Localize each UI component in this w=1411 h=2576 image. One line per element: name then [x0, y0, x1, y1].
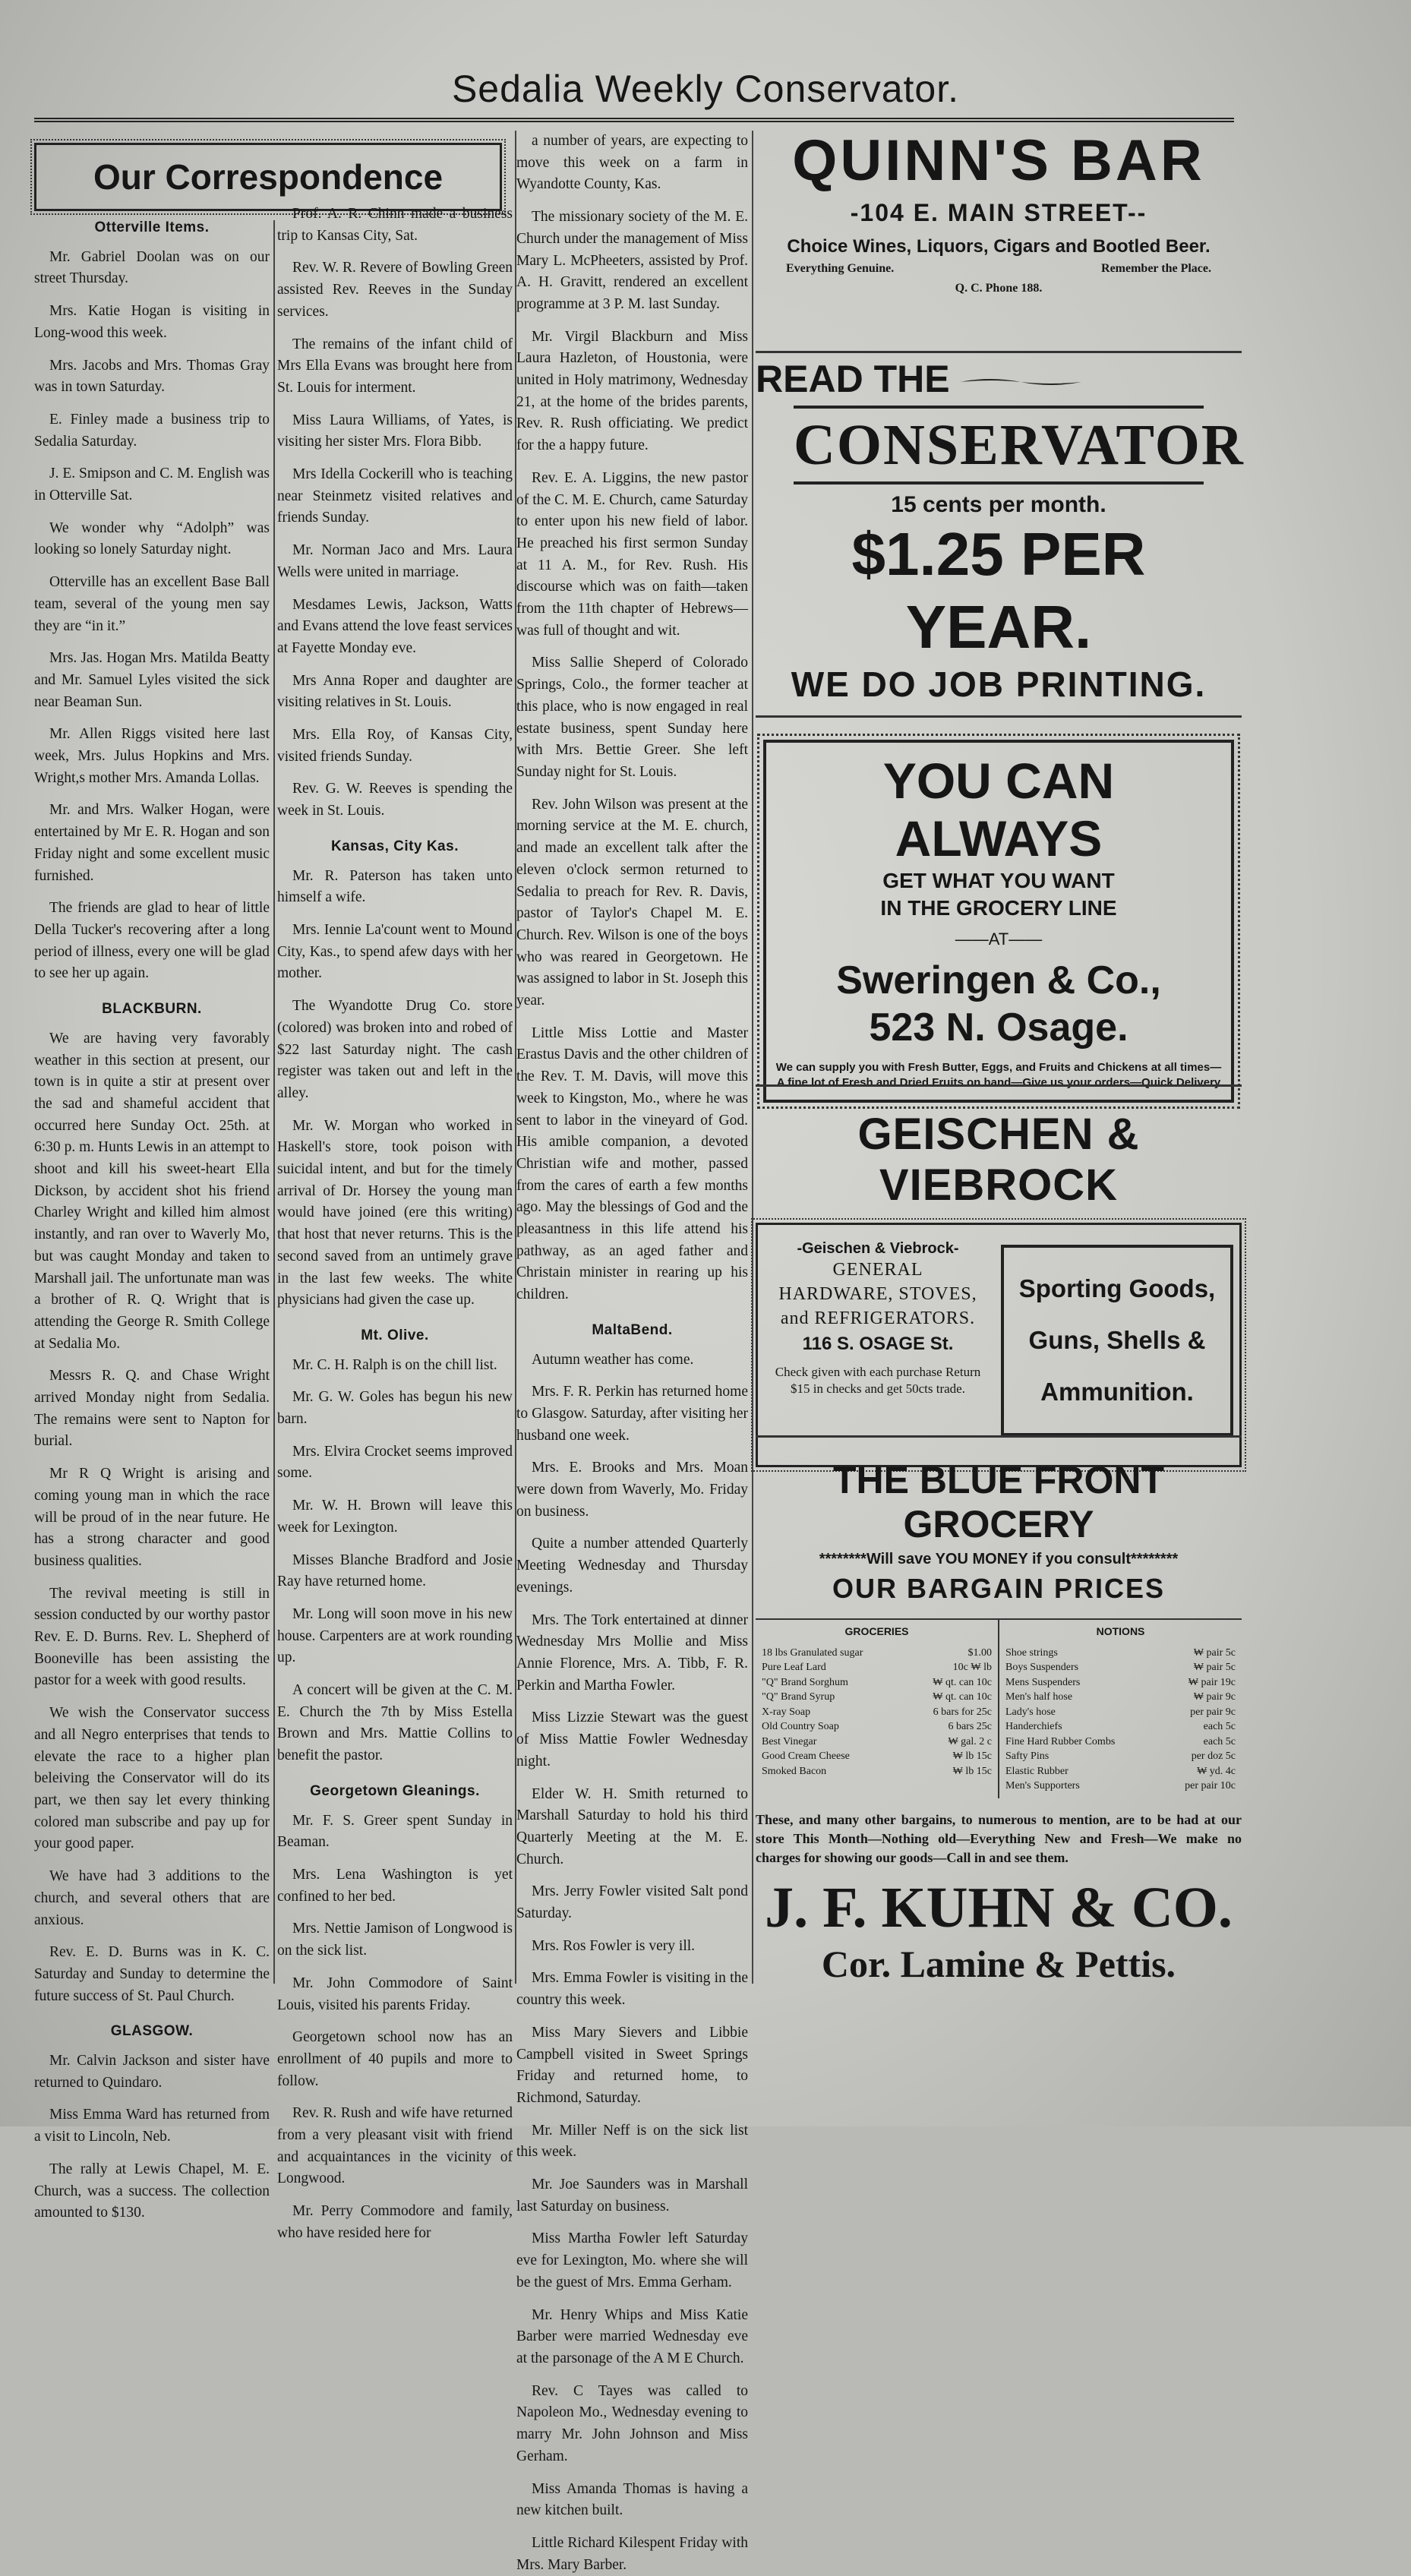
news-item: Mr. R. Paterson has taken unto himself a wife.: [277, 867, 513, 906]
blue-front-title: THE BLUE FRONT GROCERY: [832, 1459, 1165, 1545]
blue-front-ad: [756, 1458, 1242, 1986]
news-item: Mr. Norman Jaco and Mrs. Laura Wells were united in marriage.: [277, 542, 513, 580]
news-item: Mr. C. H. Ralph is on the chill list.: [292, 1356, 497, 1373]
news-item: a number of years, are expecting to move this week on a farm in Wyandotte County, Kas.: [516, 133, 748, 193]
news-item: Mrs. Elvira Crocket seems improved some.: [277, 1443, 513, 1482]
price-row: [1005, 1719, 1236, 1735]
price-row: [1005, 1749, 1236, 1764]
geischen-line3: and REFRIGERATORS.: [780, 1309, 976, 1328]
news-item: Mr. Virgil Blackburn and Miss Laura Hazleton, of Houstonia, were united in Holy matrimony, Wednesday 21, at the home of the brides parents, Rev. R. Rush officiating. We predict for the a happy future.: [516, 328, 748, 454]
news-item: Mr. Miller Neff is on the sick list this week.: [516, 2122, 748, 2161]
sporting-line3: Ammunition.: [1040, 1378, 1194, 1406]
price-row: [1005, 1675, 1236, 1690]
section-heading: Kansas, City Kas.: [331, 838, 459, 854]
price-monthly: 15 cents per month.: [891, 492, 1106, 517]
quinns-bar-phone: Q. C. Phone 188.: [955, 282, 1043, 295]
quinns-bar-ad: [756, 128, 1242, 295]
sporting-line1: Sporting Goods,: [1018, 1274, 1216, 1302]
price-row: [1005, 1735, 1236, 1750]
news-item: The Wyandotte Drug Co. store (colored) was broken into and robed of $22 last Saturday night. The cash register was taken out and left in the alley.: [277, 998, 513, 1101]
price-row: [762, 1675, 992, 1690]
notions-header: NOTIONS: [1096, 1625, 1145, 1637]
item-price: per pair 10c: [1185, 1780, 1236, 1792]
item-price: 6 bars 25c: [948, 1721, 992, 1732]
item-price: ₩ gal. 2 c: [948, 1735, 992, 1747]
sporting-goods-box: [1001, 1245, 1233, 1436]
price-row: [1005, 1779, 1236, 1794]
item-name: Mens Suspenders: [1005, 1676, 1081, 1688]
item-name: Shoe strings: [1005, 1646, 1058, 1659]
news-item: Mr. Calvin Jackson and sister have returned to Quindaro.: [34, 2053, 270, 2091]
sweringen-sub2: IN THE GROCERY LINE: [880, 896, 1117, 920]
news-item: Miss Sallie Sheperd of Colorado Springs, Colo., the former teacher at this place, who is now engaged in real estate business, spent Sunday here with Mrs. Bettie Greer. She left Sunday night for St. Louis.: [516, 655, 748, 780]
item-price: ₩ lb 15c: [952, 1750, 992, 1762]
sweringen-fine-print: We can supply you with Fresh Butter, Eggs, and Fruits and Chickens at all times—A fine lot of Fresh and Dried Fruits on hand—Give us your orders—Quick Delivery: [775, 1061, 1222, 1089]
item-price: per doz 5c: [1191, 1750, 1236, 1762]
price-row: [762, 1735, 992, 1750]
item-price: 10c ₩ lb: [952, 1662, 992, 1673]
notions-list: [999, 1620, 1242, 1798]
sweringen-ad: [763, 740, 1234, 1103]
section-heading: Otterville Items.: [94, 219, 210, 235]
news-item: Mrs Anna Roper and daughter are visiting relatives in St. Louis.: [277, 672, 513, 711]
news-item: Rev. C Tayes was called to Napoleon Mo., Wednesday evening to marry Mr. John Johnson and Miss Gerham.: [516, 2382, 748, 2464]
news-item: Mr. G. W. Goles has begun his new barn.: [277, 1389, 513, 1428]
geischen-box: [756, 1223, 1242, 1467]
item-price: ₩ pair 5c: [1193, 1662, 1236, 1673]
you-can-always: YOU CAN ALWAYS: [882, 753, 1115, 867]
geischen-ad: [756, 1109, 1242, 1467]
price-row: [762, 1660, 992, 1675]
column-divider: [273, 220, 275, 1984]
blue-front-will-save: ********Will save YOU MONEY if you consult********: [819, 1551, 1179, 1567]
quinns-bar-title: QUINN'S BAR: [792, 128, 1205, 193]
news-item: We wish the Conservator success and all Negro enterprises that tends to elevate the race to a higher plan beleiving the Conservator will do its part, we then say let every thinking colored man subscribe and pay up for your good paper.: [34, 1705, 270, 1852]
conservator-ad: [756, 357, 1245, 705]
column-3: [516, 131, 748, 2573]
item-name: Old Country Soap: [762, 1721, 839, 1732]
quinns-bar-row: [756, 262, 1242, 276]
news-item: Miss Emma Ward has returned from a visit to Lincoln, Neb.: [34, 2107, 270, 2145]
news-item: The remains of the infant child of Mrs Ella Evans was brought here from St. Louis for interment.: [277, 336, 513, 396]
item-name: 18 lbs Granulated sugar: [762, 1646, 863, 1659]
sweringen-sub1: GET WHAT YOU WANT: [882, 869, 1115, 892]
ad-separator: [756, 351, 1242, 353]
news-item: Mr. Gabriel Doolan was on our street Thursday.: [34, 248, 270, 287]
news-item: Rev. R. Rush and wife have returned from a very pleasant visit with friend and acquaintances in the vicinity of Longwood.: [277, 2105, 513, 2187]
news-item: E. Finley made a business trip to Sedalia Saturday.: [34, 411, 270, 450]
geischen-left: [764, 1231, 992, 1459]
news-item: Mrs. Ella Roy, of Kansas City, visited friends Sunday.: [277, 727, 513, 765]
item-name: Elastic Rubber: [1005, 1765, 1069, 1777]
item-price: ₩ qt. can 10c: [933, 1691, 992, 1703]
price-row: [1005, 1764, 1236, 1779]
quinns-bar-right: Remember the Place.: [1101, 262, 1211, 275]
news-item: Autumn weather has come.: [532, 1351, 694, 1368]
column-1: [34, 131, 270, 2221]
sweringen-at: ——AT——: [955, 930, 1043, 949]
news-item: Mrs Idella Cockerill who is teaching near Steinmetz visited relatives and friends Sunday.: [277, 466, 513, 526]
news-item: Georgetown school now has an enrollment of 40 pupils and more to follow.: [277, 2029, 513, 2089]
news-item: A concert will be given at the C. M. E. Church the 7th by Miss Estella Brown and Mrs. Mattie Collins to benefit the pastor.: [277, 1682, 513, 1764]
geischen-firm: -Geischen & Viebrock-: [797, 1240, 959, 1257]
sweringen-box: [763, 740, 1234, 1103]
news-item: We wonder why “Adolph” was looking so lonely Saturday night.: [34, 519, 270, 558]
news-item: J. E. Smipson and C. M. English was in Otterville Sat.: [34, 466, 270, 504]
item-price: ₩ lb 15c: [952, 1765, 992, 1777]
ad-separator: [756, 715, 1242, 718]
news-item: Mrs. Ros Fowler is very ill.: [532, 1937, 696, 1954]
item-name: Handerchiefs: [1005, 1721, 1062, 1732]
item-name: Men's Supporters: [1005, 1780, 1080, 1792]
news-item: Mr. W. H. Brown will leave this week for Lexington.: [277, 1498, 513, 1536]
news-item: The rally at Lewis Chapel, M. E. Church, was a success. The collection amounted to $130.: [34, 2161, 270, 2221]
news-item: Miss Amanda Thomas is having a new kitchen built.: [516, 2480, 748, 2519]
item-name: Safty Pins: [1005, 1750, 1050, 1762]
news-item: Otterville has an excellent Base Ball team, several of the young men say they are “in it.”: [34, 574, 270, 634]
bargain-note: These, and many other bargains, to numerous to mention, are to be had at our store This Month—Nothing old—Everything New and Fresh—We make no charges for showing our goods—Call in and see them.: [756, 1811, 1242, 1865]
item-name: "Q" Brand Syrup: [762, 1691, 835, 1703]
price-row: [1005, 1705, 1236, 1720]
price-yearly: $1.25 PER YEAR.: [851, 520, 1146, 661]
price-row: [762, 1705, 992, 1720]
item-name: Men's half hose: [1005, 1691, 1073, 1703]
news-item: The revival meeting is still in session conducted by our worthy pastor Rev. E. D. Burns. Rev. L. Shepherd of Booneville has been assisting the pastor for a week with good results.: [34, 1585, 270, 1689]
quinns-bar-address: -104 E. MAIN STREET--: [850, 199, 1147, 226]
item-name: Lady's hose: [1005, 1706, 1056, 1718]
section-heading: Mt. Olive.: [361, 1327, 429, 1343]
read-the: [756, 357, 1242, 401]
item-name: "Q" Brand Sorghum: [762, 1676, 848, 1688]
masthead: Sedalia Weekly Conservator.: [451, 68, 960, 110]
item-name: Good Cream Cheese: [762, 1750, 850, 1762]
news-item: Rev. E. D. Burns was in K. C. Saturday and Sunday to determine the future success of St. Paul Church.: [34, 1944, 270, 2004]
news-item: Little Miss Lottie and Master Erastus Davis and the other children of the Rev. T. M. Davis, will move this week to Kingston, Mo., where he was sent to labor in the vineyard of God. His amible companion, a devoted Christian wife and mother, passed from the cares of earth a few months ago. May the blessings of God and the pleasantness in this life attend his pathway, as an aged father and Christain minister in rearing up his children.: [516, 1024, 748, 1303]
masthead-rule: [34, 118, 1234, 122]
news-item: Mr. Perry Commodore and family, who have resided here for: [277, 2203, 513, 2241]
news-item: Rev. G. W. Reeves is spending the week in St. Louis.: [277, 781, 513, 819]
news-item: Mrs. Jacobs and Mrs. Thomas Gray was in town Saturday.: [34, 357, 270, 396]
news-item: Mrs. F. R. Perkin has returned home to Glasgow. Saturday, after visiting her husband one week.: [516, 1384, 748, 1444]
item-name: Smoked Bacon: [762, 1765, 827, 1777]
item-price: ₩ pair 19c: [1188, 1676, 1236, 1688]
news-item: Mrs. Katie Hogan is visiting in Long-wood this week.: [34, 303, 270, 341]
news-item: Misses Blanche Bradford and Josie Ray have returned home.: [277, 1552, 513, 1590]
groceries-list: [756, 1620, 999, 1798]
news-item: Mrs. Nettie Jamison of Longwood is on the sick list.: [277, 1921, 513, 1959]
news-item: Mr. F. S. Greer spent Sunday in Beaman.: [277, 1812, 513, 1851]
ad-separator: [756, 1084, 1242, 1087]
quinns-bar-left: Everything Genuine.: [786, 262, 895, 275]
geischen-note: Check given with each purchase Return $15 in checks and get 50cts trade.: [775, 1365, 981, 1396]
item-name: Boys Suspenders: [1005, 1662, 1079, 1673]
news-item: Mr R Q Wright is arising and coming young man in which the race will be proud of in the near future. He has a strong character and good business qualities.: [34, 1466, 270, 1569]
news-item: Messrs R. Q. and Chase Wright arrived Monday night from Sedalia. The remains were sent to Napton for burial.: [34, 1368, 270, 1450]
news-item: Miss Lizzie Stewart was the guest of Miss Mattie Fowler Wednesday night.: [516, 1709, 748, 1769]
groceries-header: GROCERIES: [844, 1625, 909, 1637]
conservator-box: [794, 406, 1245, 485]
price-row: [762, 1749, 992, 1764]
item-price: ₩ yd. 4c: [1197, 1765, 1236, 1777]
sporting-line2: Guns, Shells &: [1028, 1326, 1206, 1354]
news-item: We have had 3 additions to the church, and several others that are anxious.: [34, 1868, 270, 1928]
news-item: The friends are glad to hear of little Della Tucker's recovering after a long period of illness, every one will be glad to see her up again.: [34, 900, 270, 982]
news-item: Mr. W. Morgan who worked in Haskell's store, took poison with suicidal intent, and but for the timely arrival of Dr. Horsey the young man would have joined (ere this writing) that host that never returns. This is the second saved from an untimely grave in the last few weeks. The white physicians had given the case up.: [277, 1117, 513, 1309]
news-item: Mrs. Jerry Fowler visited Salt pond Saturday.: [516, 1883, 748, 1922]
item-price: ₩ pair 5c: [1193, 1646, 1236, 1659]
price-row: [1005, 1690, 1236, 1705]
item-price: 6 bars for 25c: [933, 1706, 992, 1718]
news-item: Quite a number attended Quarterly Meeting Wednesday and Thursday evenings.: [516, 1536, 748, 1596]
item-price: ₩ qt. can 10c: [933, 1676, 992, 1688]
news-item: Mr. Long will soon move in his new house. Carpenters are at work rounding up.: [277, 1605, 513, 1666]
item-price: $1.00: [967, 1646, 992, 1659]
bargain-prices: OUR BARGAIN PRICES: [832, 1573, 1166, 1604]
price-row: [762, 1764, 992, 1779]
item-price: each 5c: [1203, 1721, 1236, 1732]
news-item: Little Richard Kilespent Friday with Mrs. Mary Barber.: [516, 2534, 748, 2573]
geischen-line2: HARDWARE, STOVES,: [778, 1284, 977, 1304]
quinns-bar-products: Choice Wines, Liquors, Cigars and Bootled Beer.: [787, 236, 1211, 257]
price-row: [1005, 1646, 1236, 1661]
sweringen-name: Sweringen & Co.,: [836, 958, 1161, 1002]
item-price: ₩ pair 9c: [1193, 1691, 1236, 1703]
column-2: [277, 131, 513, 2241]
job-printing: WE DO JOB PRINTING.: [791, 665, 1207, 704]
kuhn-address: Cor. Lamine & Pettis.: [821, 1942, 1176, 1985]
item-name: Best Vinegar: [762, 1735, 817, 1747]
news-item: Mrs. Emma Fowler is visiting in the country this week.: [516, 1970, 748, 2009]
news-item: Mrs. E. Brooks and Mrs. Moan were down from Waverly, Mo. Friday on business.: [516, 1460, 748, 1520]
news-item: We are having very favorably weather in this section at present, our town is in quite a stir at present over the sad and shameful accident that occurred here Sunday Oct. 25th. at 6:30 p. m. Hunts Lewis in an attempt to shoot and kill his sweet-heart Ella Dickson, by accident shot his friend Charley Wright and killed him almost instantly, and ran over to Waverly Mo, but was caught Monday and taken to Marshall jail. The unfortunate man was a brother of R. Q. Wright that is attending the George R. Smith College at Sedalia Mo.: [34, 1030, 270, 1352]
geischen-line1: GENERAL: [832, 1260, 923, 1280]
price-row: [762, 1646, 992, 1661]
news-item: The missionary society of the M. E. Church under the management of Miss Mary L. McPheeters, assisted by Prof. A. H. Gravitt, rendered an excellent programme at 3 P. M. last Sunday.: [516, 209, 748, 312]
item-price: each 5c: [1203, 1735, 1236, 1747]
sweringen-address: 523 N. Osage.: [869, 1005, 1128, 1050]
item-name: Fine Hard Rubber Combs: [1005, 1735, 1116, 1747]
section-heading: BLACKBURN.: [102, 1001, 202, 1018]
news-item: Rev. E. A. Liggins, the new pastor of the C. M. E. Church, came Saturday to enter upon his new field of labor. He preached his first sermon Sunday at 11 A. M., for Rev. Rush. His discourse which was on faith—taken from the 11th chapter of Hebrews—was full of thought and wit.: [516, 469, 748, 639]
news-item: Rev. John Wilson was present at the morning service at the M. E. church, and made an excellent talk after the eleven o'clock sermon returned to Sedalia to preach for Rev. R. Davis, pastor of Taylor's Chapel M. E. Church. Rev. Wilson is one of the boys who was reared in Georgetown. He was assigned to labor in St. Joseph this year.: [516, 796, 748, 1009]
news-item: Mrs. The Tork entertained at dinner Wednesday Mrs Mollie and Miss Annie Florence, Mrs. A. Tibb, F. R. Perkin and Martha Fowler.: [516, 1612, 748, 1694]
item-name: X-ray Soap: [762, 1706, 811, 1718]
section-heading: GLASGOW.: [110, 2023, 194, 2040]
ornament-icon: [960, 376, 1081, 388]
geischen-address: 116 S. OSAGE St.: [802, 1334, 954, 1354]
column-divider: [752, 131, 753, 1984]
ad-separator: [756, 1435, 1242, 1438]
conservator-name: CONSERVATOR: [794, 413, 1245, 477]
section-heading: Georgetown Gleanings.: [310, 1782, 480, 1799]
news-item: Miss Laura Williams, of Yates, is visiting her sister Mrs. Flora Bibb.: [277, 412, 513, 450]
news-item: Mr. and Mrs. Walker Hogan, were entertained by Mr E. R. Hogan and son Friday night and some excellent music furnished.: [34, 802, 270, 884]
read-the-text: READ THE: [756, 358, 950, 400]
news-item: Mrs. Lena Washington is yet confined to her bed.: [277, 1867, 513, 1905]
kuhn-name: J. F. KUHN & CO.: [765, 1875, 1233, 1940]
price-table: [756, 1618, 1242, 1798]
price-row: [762, 1719, 992, 1735]
news-item: Miss Mary Sievers and Libbie Campbell visited in Sweet Springs Friday and returned home, to Richmond, Saturday.: [516, 2024, 748, 2106]
news-item: Elder W. H. Smith returned to Marshall Saturday to hold his third Quarterly Meeting at the M. E. Church.: [516, 1785, 748, 1867]
news-item: Rev. W. R. Revere of Bowling Green assisted Rev. Reeves in the Sunday services.: [277, 260, 513, 320]
news-item: Mr. John Commodore of Saint Louis, visited his parents Friday.: [277, 1975, 513, 2013]
news-item: Mrs. Iennie La'count went to Mound City, Kas., to spend afew days with her mother.: [277, 921, 513, 982]
price-row: [1005, 1660, 1236, 1675]
section-heading: MaltaBend.: [592, 1321, 673, 1338]
news-item: Mr. Joe Saunders was in Marshall last Saturday on business.: [516, 2177, 748, 2215]
geischen-title: GEISCHEN & VIEBROCK: [857, 1110, 1140, 1210]
news-item: Miss Martha Fowler left Saturday eve for Lexington, Mo. where she will be the guest of Mrs. Emma Gerham.: [516, 2230, 748, 2290]
news-item: Mr. Henry Whips and Miss Katie Barber were married Wednesday eve at the parsonage of the A M E Church.: [516, 2306, 748, 2366]
news-item: Mesdames Lewis, Jackson, Watts and Evans attend the love feast services at Fayette Monday eve.: [277, 596, 513, 656]
news-item: Mrs. Jas. Hogan Mrs. Matilda Beatty and Mr. Samuel Lyles visited the sick near Beaman Sun.: [34, 650, 270, 710]
news-item: Mr. Allen Riggs visited here last week, Mrs. Julus Hopkins and Mrs. Wright,s mother Mrs. Amanda Lollas.: [34, 726, 270, 786]
item-name: Pure Leaf Lard: [762, 1662, 826, 1673]
item-price: per pair 9c: [1190, 1706, 1236, 1718]
price-row: [762, 1690, 992, 1705]
news-item: Prof. A. R. Chinn made a business trip to Kansas City, Sat.: [277, 206, 513, 244]
correspondence-title: Our Correspondence: [93, 157, 444, 197]
